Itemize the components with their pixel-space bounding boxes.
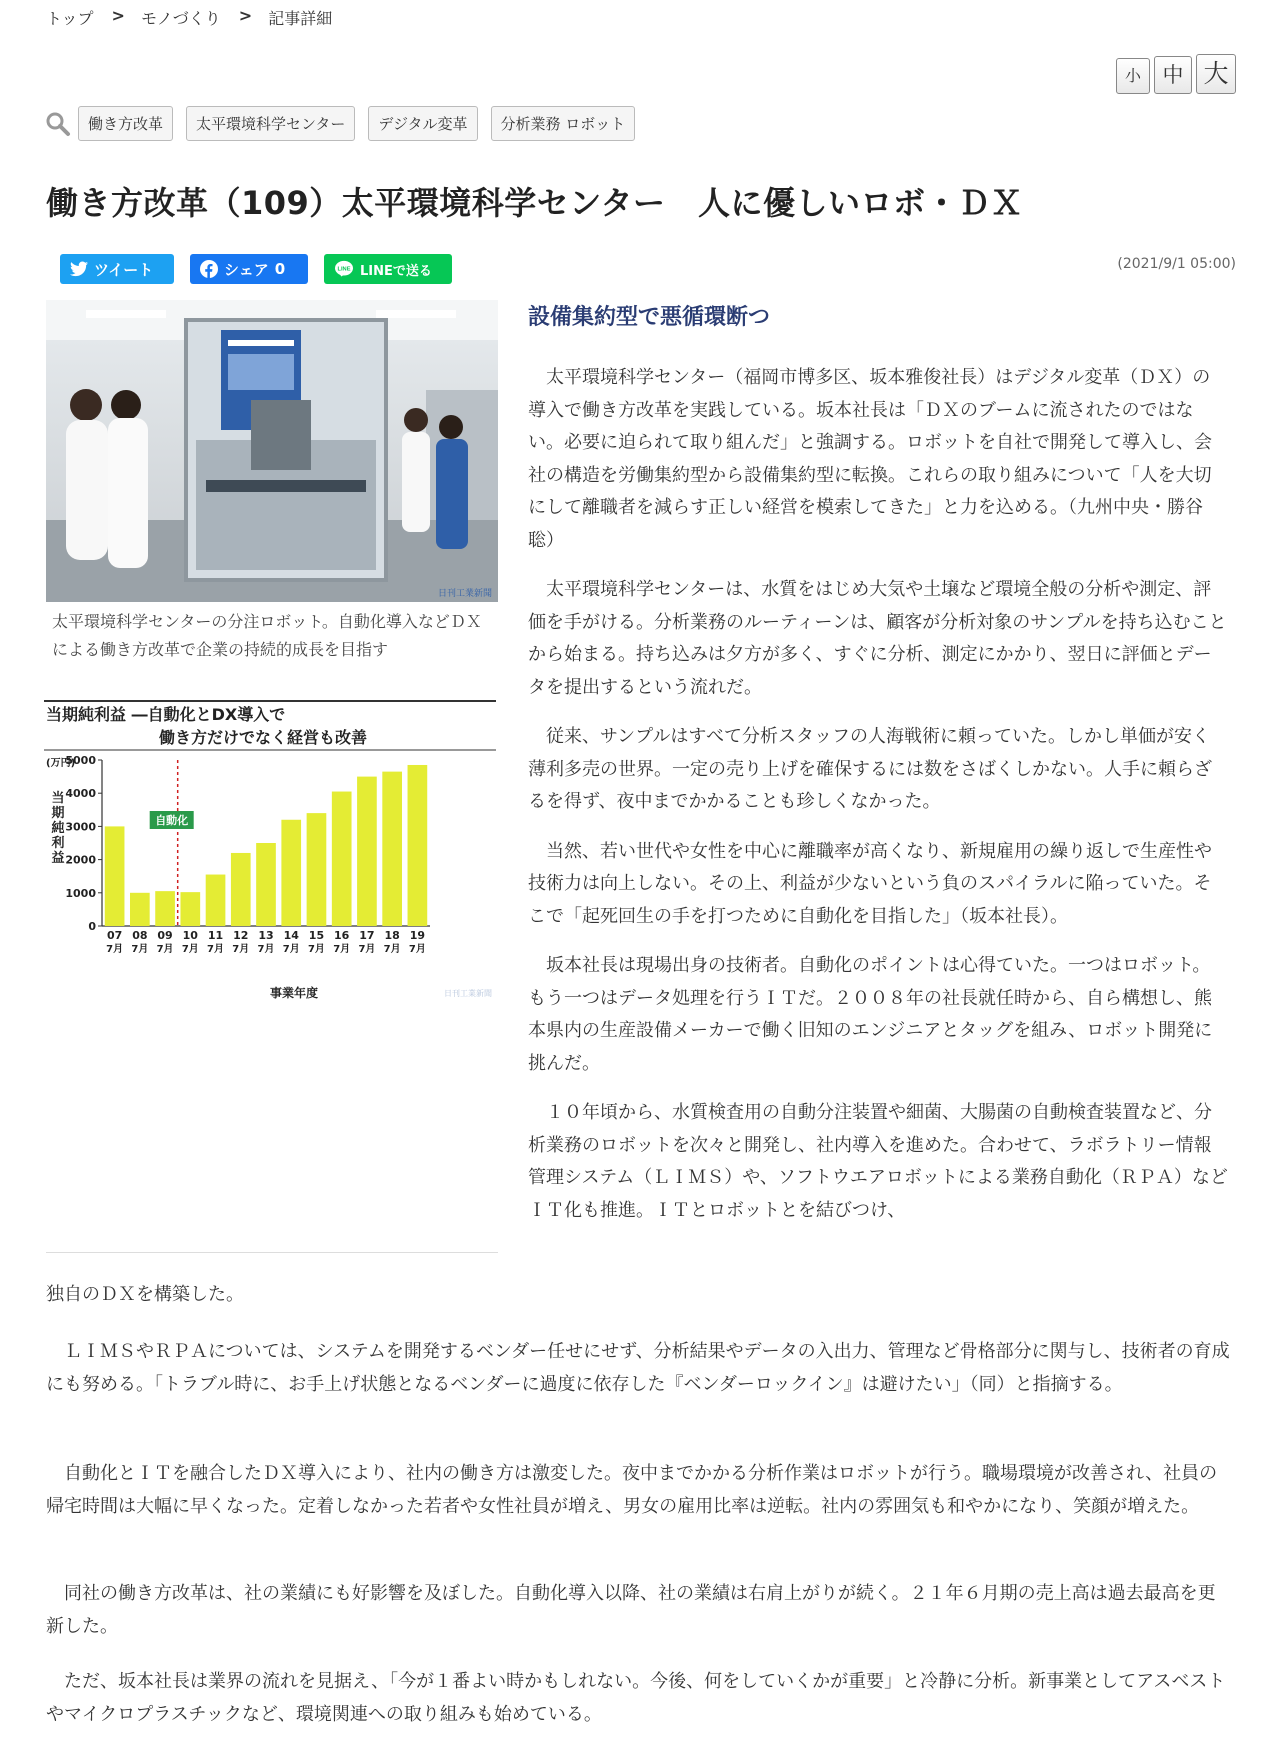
x-tick-label: 09 <box>157 929 173 942</box>
line-icon <box>334 260 354 278</box>
article-photo <box>46 300 498 602</box>
breadcrumb-separator: > <box>111 6 125 25</box>
article-paragraph-block <box>46 1336 1230 1401</box>
photo-credit: 日刊工業新聞 <box>437 589 492 599</box>
x-axis-label: 事業年度 <box>269 986 319 1000</box>
font-size-medium-button[interactable]: 中 <box>1154 56 1192 94</box>
article-paragraph: 太平環境科学センターは、水質をはじめ大気や土壌など環境全般の分析や測定、評価を手がける。分析業務のルーティーンは、顧客が分析対象のサンプルを持ち込むことから始まる。持ち込みは夕方が多く、すぐに分析、測定にかかり、翌日に評価とデータを提出するという流れだ。 <box>528 579 1227 698</box>
y-tick-label: 4000 <box>65 787 96 801</box>
font-size-controls <box>1116 54 1236 94</box>
x-tick-suffix: 7月 <box>207 944 225 955</box>
lab-robot-photo <box>46 300 498 602</box>
article-paragraph: 同社の働き方改革は、社の業績にも好影響を及ぼした。自動化導入以降、社の業績は右肩上がりが続く。２１年６月期の売上高は過去最高を更新した。 <box>46 1583 1216 1637</box>
tweet-label: ツイート <box>94 260 154 279</box>
font-size-small-button[interactable]: 小 <box>1116 58 1150 94</box>
x-tick-label: 19 <box>409 929 426 942</box>
bar-15 <box>307 813 327 926</box>
article-paragraph: ＬＩＭＳやＲＰＡについては、システムを開発するベンダー任せにせず、分析結果やデータの入出力、管理など骨格部分に関与し、技術者の育成にも努める。「トラブル時に、お手上げ状態となるベンダーに過度に依存した『ベンダーロックイン』は避けたい」（同）と指摘する。 <box>46 1341 1230 1395</box>
x-tick-suffix: 7月 <box>282 944 300 955</box>
breadcrumb-monozukuri[interactable]: モノづくり <box>140 9 221 28</box>
bar-10 <box>180 892 200 926</box>
chart-title-line-1: 当期純利益 ―自動化とDX導入で <box>46 705 286 724</box>
x-tick-suffix: 7月 <box>257 944 275 955</box>
chart-credit: 日刊工業新聞 <box>444 989 492 998</box>
search-icon <box>44 110 72 138</box>
article-paragraph: 自動化とＩＴを融合したＤＸ導入により、社内の働き方は激変した。夜中までかかる分析作業はロボットが行う。職場環境が改善され、社員の帰宅時間は大幅に早くなった。定着しなかった若者や女性社員が増え、男女の雇用比率は逆転。社内の雰囲気も和やかになり、笑顔が増えた。 <box>46 1463 1218 1517</box>
facebook-icon <box>200 260 218 278</box>
tag-analysis-robot[interactable]: 分析業務 ロボット <box>491 106 636 141</box>
article-title: 働き方改革（109）太平環境科学センター 人に優しいロボ・ＤＸ <box>46 184 1024 222</box>
breadcrumb-current: 記事詳細 <box>268 9 333 28</box>
automation-marker-label: 自動化 <box>155 814 189 827</box>
article-body-right-column <box>528 362 1228 1244</box>
x-tick-label: 15 <box>308 929 325 942</box>
chart-bottom-divider <box>46 1252 498 1253</box>
bar-08 <box>130 893 150 926</box>
publish-date: (2021/9/1 05:00) <box>1117 256 1236 272</box>
x-tick-label: 07 <box>106 929 123 942</box>
y-tick-label: 1000 <box>65 886 96 900</box>
x-tick-suffix: 7月 <box>383 944 401 955</box>
article-paragraph: 坂本社長は現場出身の技術者。自動化のポイントは心得ていた。一つはロボット。もう一つはデータ処理を行うＩＴだ。２００８年の社長就任時から、自ら構想し、熊本県内の生産設備メーカーで働く旧知のエンジニアとタッグを組み、ロボット開発に挑んだ。 <box>528 955 1213 1074</box>
x-tick-suffix: 7月 <box>106 944 124 955</box>
x-tick-suffix: 7月 <box>131 944 149 955</box>
bar-19 <box>408 765 428 926</box>
bar-13 <box>256 843 276 926</box>
x-tick-suffix: 7月 <box>232 944 250 955</box>
tweet-button[interactable] <box>60 254 174 284</box>
tag-digital[interactable]: デジタル変革 <box>368 106 477 141</box>
y-axis-label <box>50 790 64 866</box>
x-tick-suffix: 7月 <box>181 944 199 955</box>
bar-12 <box>231 853 251 926</box>
x-tick-label: 10 <box>182 929 198 942</box>
bar-14 <box>281 820 301 926</box>
x-tick-label: 18 <box>384 929 400 942</box>
bar-18 <box>382 772 402 926</box>
x-tick-suffix: 7月 <box>307 944 325 955</box>
x-tick-label: 13 <box>258 929 274 942</box>
x-tick-suffix: 7月 <box>358 944 376 955</box>
x-axis-ticks <box>106 929 426 955</box>
twitter-bird-icon <box>70 261 88 277</box>
article-paragraph-block <box>46 1458 1230 1523</box>
chart-unit-label: (万円) <box>46 758 76 769</box>
svg-text:LINE: LINE <box>337 266 351 273</box>
font-size-large-button[interactable]: 大 <box>1196 54 1236 94</box>
chart-bars <box>105 765 427 926</box>
article-subhead: 設備集約型で悪循環断つ <box>528 305 771 330</box>
article-paragraph-block <box>46 1578 1230 1643</box>
y-tick-label: 0 <box>88 920 96 933</box>
y-axis-label-char: 純 <box>51 821 65 836</box>
line-share-button[interactable] <box>324 254 452 284</box>
x-tick-label: 12 <box>233 929 249 942</box>
line-share-label: LINEで送る <box>360 263 432 279</box>
bar-17 <box>357 777 377 926</box>
profit-bar-chart <box>44 700 496 1000</box>
y-tick-label: 2000 <box>65 853 96 867</box>
y-axis-label-char: 当 <box>51 791 65 806</box>
tag-list <box>44 106 648 141</box>
bar-07 <box>105 826 125 926</box>
x-tick-label: 16 <box>334 929 350 942</box>
article-paragraph: 太平環境科学センター（福岡市博多区、坂本雅俊社長）はデジタル変革（ＤＸ）の導入で働き方改革を実践している。坂本社長は「ＤＸのブームに流されたのではない。必要に迫られて取り組んだ」と強調する。ロボットを自社で開発して導入し、会社の構造を労働集約型から設備集約型に転換。これらの取り組みについて「人を大切にして離職者を減らす正しい経営を模索してきた」と力を込める。（九州中央・勝谷聡） <box>528 367 1212 551</box>
y-axis-label-char: 利 <box>51 836 65 851</box>
profit-chart <box>44 700 496 1000</box>
breadcrumb-separator: > <box>238 6 253 25</box>
article-paragraph: ただ、坂本社長は業界の流れを見据え、「今が１番よい時かもしれない。今後、何をしていくかが重要」と冷静に分析。新事業としてアスベストやマイクロプラスチックなど、環境関連への取り組みも始めている。 <box>46 1671 1226 1725</box>
bar-11 <box>206 875 226 926</box>
x-tick-suffix: 7月 <box>408 944 426 955</box>
x-tick-suffix: 7月 <box>333 944 351 955</box>
tag-taihei[interactable]: 太平環境科学センター <box>186 106 355 141</box>
article-paragraph: １０年頃から、水質検査用の自動分注装置や細菌、大腸菌の自動検査装置など、分析業務のロボットを次々と開発し、社内導入を進めた。合わせて、ラボラトリー情報管理システム（ＬＩＭＳ）や、ソフトウエアロボットによる業務自動化（ＲＰＡ）などＩＴ化も推進。ＩＴとロボットとを結びつけ、 <box>528 1102 1228 1221</box>
breadcrumb-top[interactable]: トップ <box>46 9 94 28</box>
breadcrumb <box>46 6 332 29</box>
x-tick-label: 11 <box>207 929 224 942</box>
bar-09 <box>155 891 175 926</box>
x-tick-label: 14 <box>283 929 299 942</box>
y-axis-label-char: 期 <box>51 806 65 821</box>
y-tick-label: 5000 <box>65 754 96 767</box>
share-buttons <box>60 254 452 284</box>
photo-caption: 太平環境科学センターの分注ロボット。自動化導入などＤＸによる働き方改革で企業の持続的成長を目指す <box>52 612 482 659</box>
x-tick-suffix: 7月 <box>156 944 174 955</box>
article-paragraph-block <box>46 1666 1230 1731</box>
article-paragraph: 当然、若い世代や女性を中心に離職率が高くなり、新規雇用の繰り返しで生産性や技術力は向上しない。その上、利益が少ないという負のスパイラルに陥っていた。そこで「起死回生の手を打つために自動化を目指した」（坂本社長）。 <box>528 840 1212 927</box>
tag-hatarakikata[interactable]: 働き方改革 <box>78 106 173 141</box>
facebook-share-label: シェア <box>224 260 269 279</box>
x-tick-label: 08 <box>132 929 148 942</box>
y-axis-ticks <box>65 754 102 933</box>
facebook-share-button[interactable] <box>190 254 308 284</box>
y-tick-label: 3000 <box>65 820 96 834</box>
bar-16 <box>332 792 352 926</box>
y-axis-label-char: 益 <box>51 851 65 866</box>
article-paragraph: 独自のＤＸを構築した。 <box>46 1284 244 1305</box>
article-paragraph: 従来、サンプルはすべて分析スタッフの人海戦術に頼っていた。しかし単価が安く薄利多売の世界。一定の売り上げを確保するには数をさばくしかない。人手に頼らざるを得ず、夜中までかかることも珍しくなかった。 <box>528 726 1212 812</box>
chart-title-line-2: 働き方だけでなく経営も改善 <box>159 728 368 747</box>
x-tick-label: 17 <box>359 929 375 942</box>
article-paragraph-continued <box>46 1279 1230 1312</box>
facebook-share-count: 0 <box>274 260 286 278</box>
